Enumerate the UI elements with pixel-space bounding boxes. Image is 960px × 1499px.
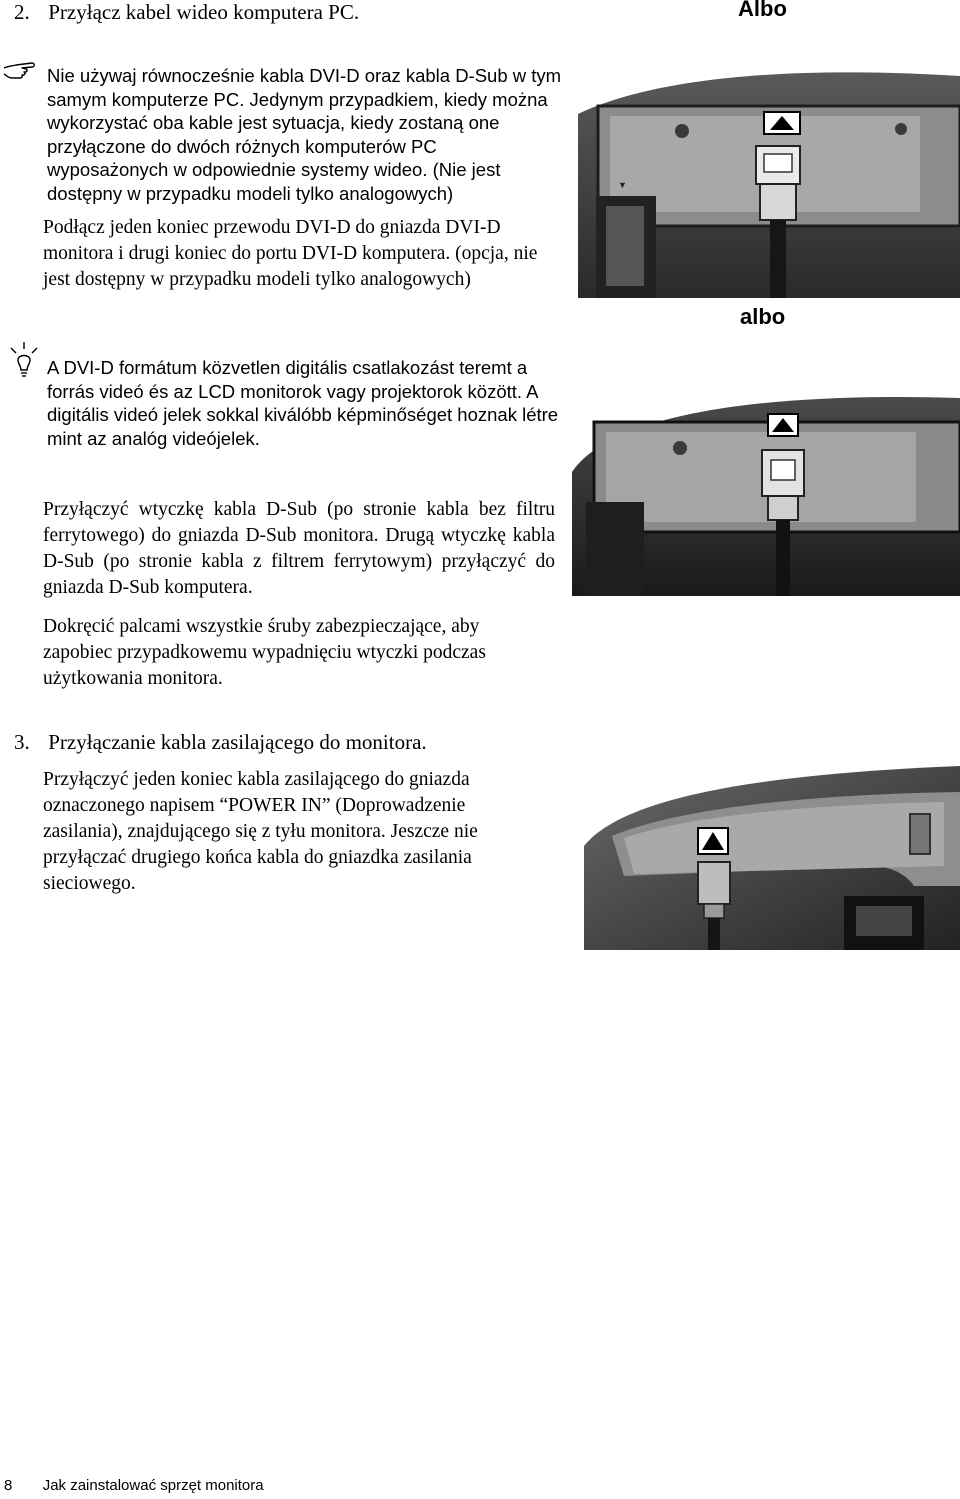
dsub-connection-illustration: [572, 382, 960, 596]
dvi-instruction: Podłącz jeden koniec przewodu DVI-D do gniazda DVI-D monitora i drugi koniec do portu DVI-D komputera. (opcja, nie jest dostępny w przypadku modeli tylko analogowych): [43, 217, 538, 290]
step-number: 2.: [14, 0, 30, 24]
screws-instruction: Dokręcić palcami wszystkie śruby zabezpieczające, aby zapobiec przypadkowemu wypadnięciu wtyczki podczas użytkowania monitora.: [43, 616, 486, 689]
step-title: Przyłącz kabel wideo komputera PC.: [48, 0, 360, 24]
svg-text:▼: ▼: [618, 180, 627, 190]
dsub-instruction: Przyłączyć wtyczkę kabla D-Sub (po stronie kabla bez filtru ferrytowego) do gniazda D-Sub monitora. Drugą wtyczkę kabla D-Sub (po stronie kabla z filtrem ferrytowym) przyłączyć do gniazda D-Sub komputera.: [43, 499, 555, 598]
dvi-connection-illustration: [578, 36, 960, 298]
note-text: Nie używaj równocześnie kabla DVI-D oraz kabla D-Sub w tym samym komputerze PC. Jedynym przypadkiem, kiedy można wykorzystać oba kable jest sytuacja, kiedy zostaną one przyłączone do dwóch różnych komputerów PC wyposażonych w odpowiednie systemy wideo. (Nie jest dostępny w przypadku modeli tylko analogowych): [47, 65, 562, 204]
step-2-heading: [14, 0, 359, 25]
footer-section-title: Jak zainstalować sprzęt monitora: [42, 1477, 264, 1494]
step-title: Przyłączanie kabla zasilającego do monitora.: [48, 730, 427, 754]
lightbulb-icon: [6, 340, 42, 382]
footer: [4, 1477, 264, 1494]
power-instruction: Przyłączyć jeden koniec kabla zasilającego do gniazda oznaczonego napisem “POWER IN” (Doprowadzenie zasilania), znajdującego się z tyłu monitora. Jeszcze nie przyłączać drugiego końca kabla do gniazdka zasilania sieciowego.: [43, 769, 478, 894]
tip-text: A DVI-D formátum közvetlen digitális csatlakozást teremt a forrás videó és az LCD monitorok vagy projektorok között. A digitális videó jelek sokkal kiválóbb képminőséget hoznak létre mint az analóg videójelek.: [47, 357, 559, 449]
step-number: 3.: [14, 730, 30, 754]
page-number: 8: [4, 1477, 13, 1494]
or-label-middle: albo: [740, 304, 786, 329]
step-3-heading: [14, 729, 427, 755]
or-label-top: Albo: [738, 0, 787, 21]
power-connection-illustration: [584, 766, 960, 950]
pointing-hand-icon: [2, 60, 40, 80]
